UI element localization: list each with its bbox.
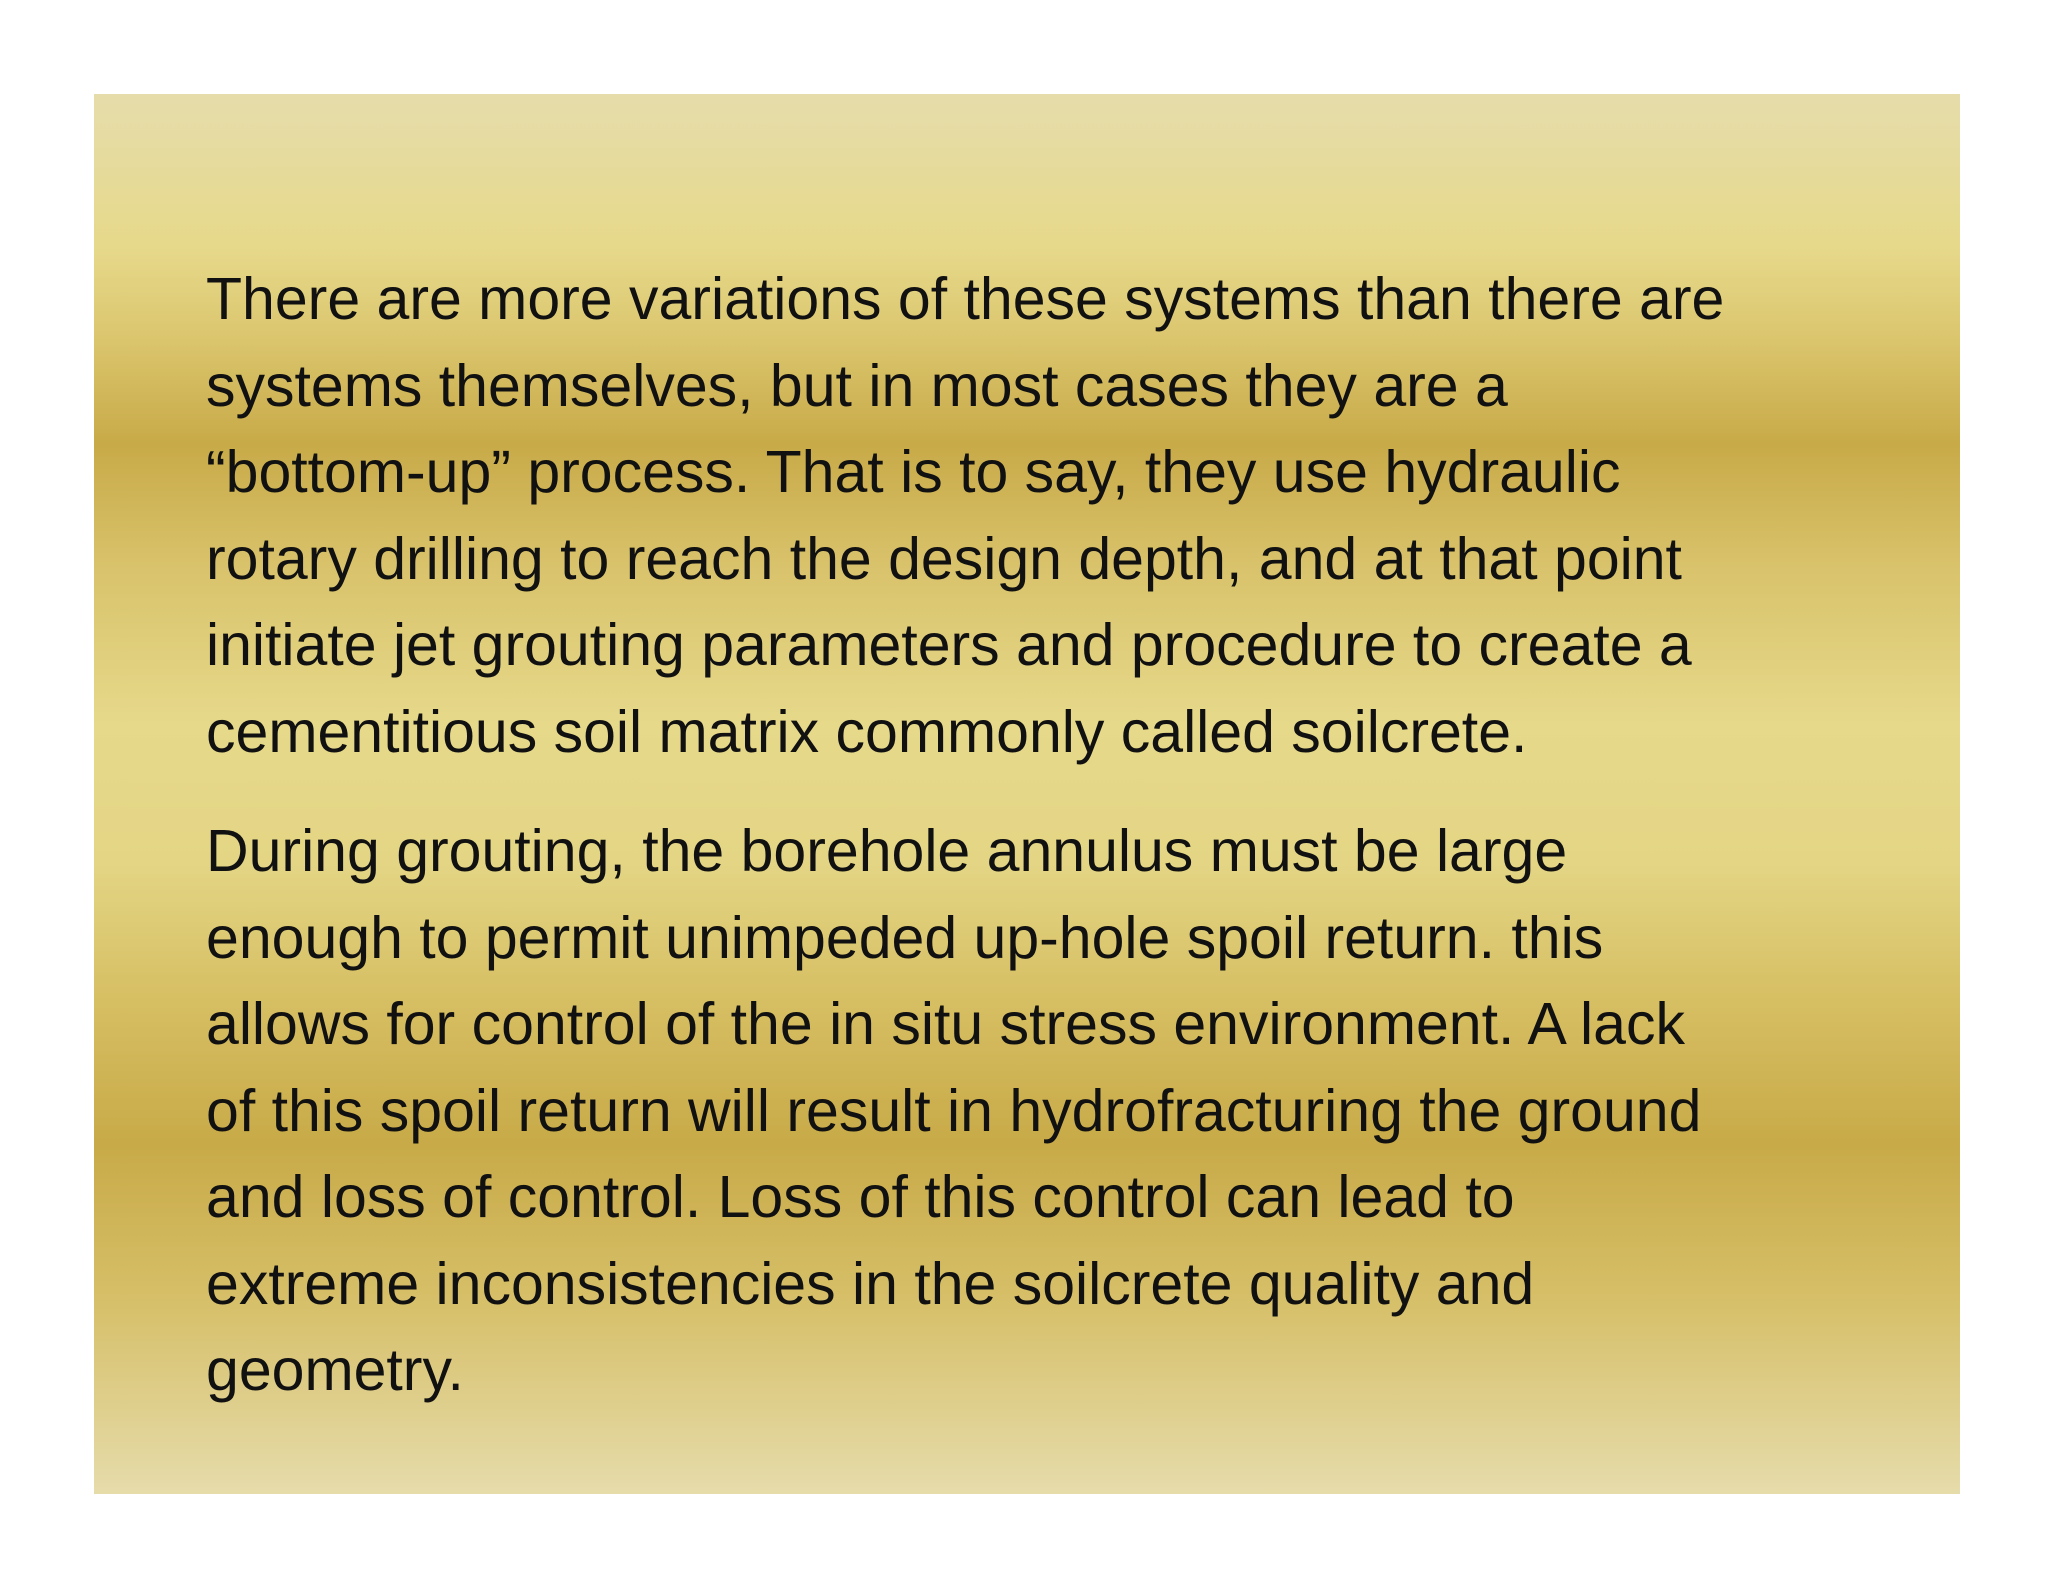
paragraph-systems-overview: There are more variations of these systems than there are systems themselves, but in most cases they are a “bottom-up” process. That is to say, they use hydraulic rotary drilling to reach the design depth, and at that point initiate jet grouting parameters and procedure to create a cementitious soil matrix commonly called soilcrete. xyxy=(206,266,1725,765)
slide-body-text xyxy=(206,256,1886,1414)
paragraph-grouting-spoil-return: During grouting, the borehole annulus must be large enough to permit unimpeded up-hole spoil return. this allows for control of the in situ stress environment. A lack of this spoil return will result in hydrofracturing the ground and loss of control. Loss of this control can lead to extreme inconsistencies in the soilcrete quality and geometry. xyxy=(206,818,1702,1403)
slide-panel xyxy=(94,94,1960,1494)
